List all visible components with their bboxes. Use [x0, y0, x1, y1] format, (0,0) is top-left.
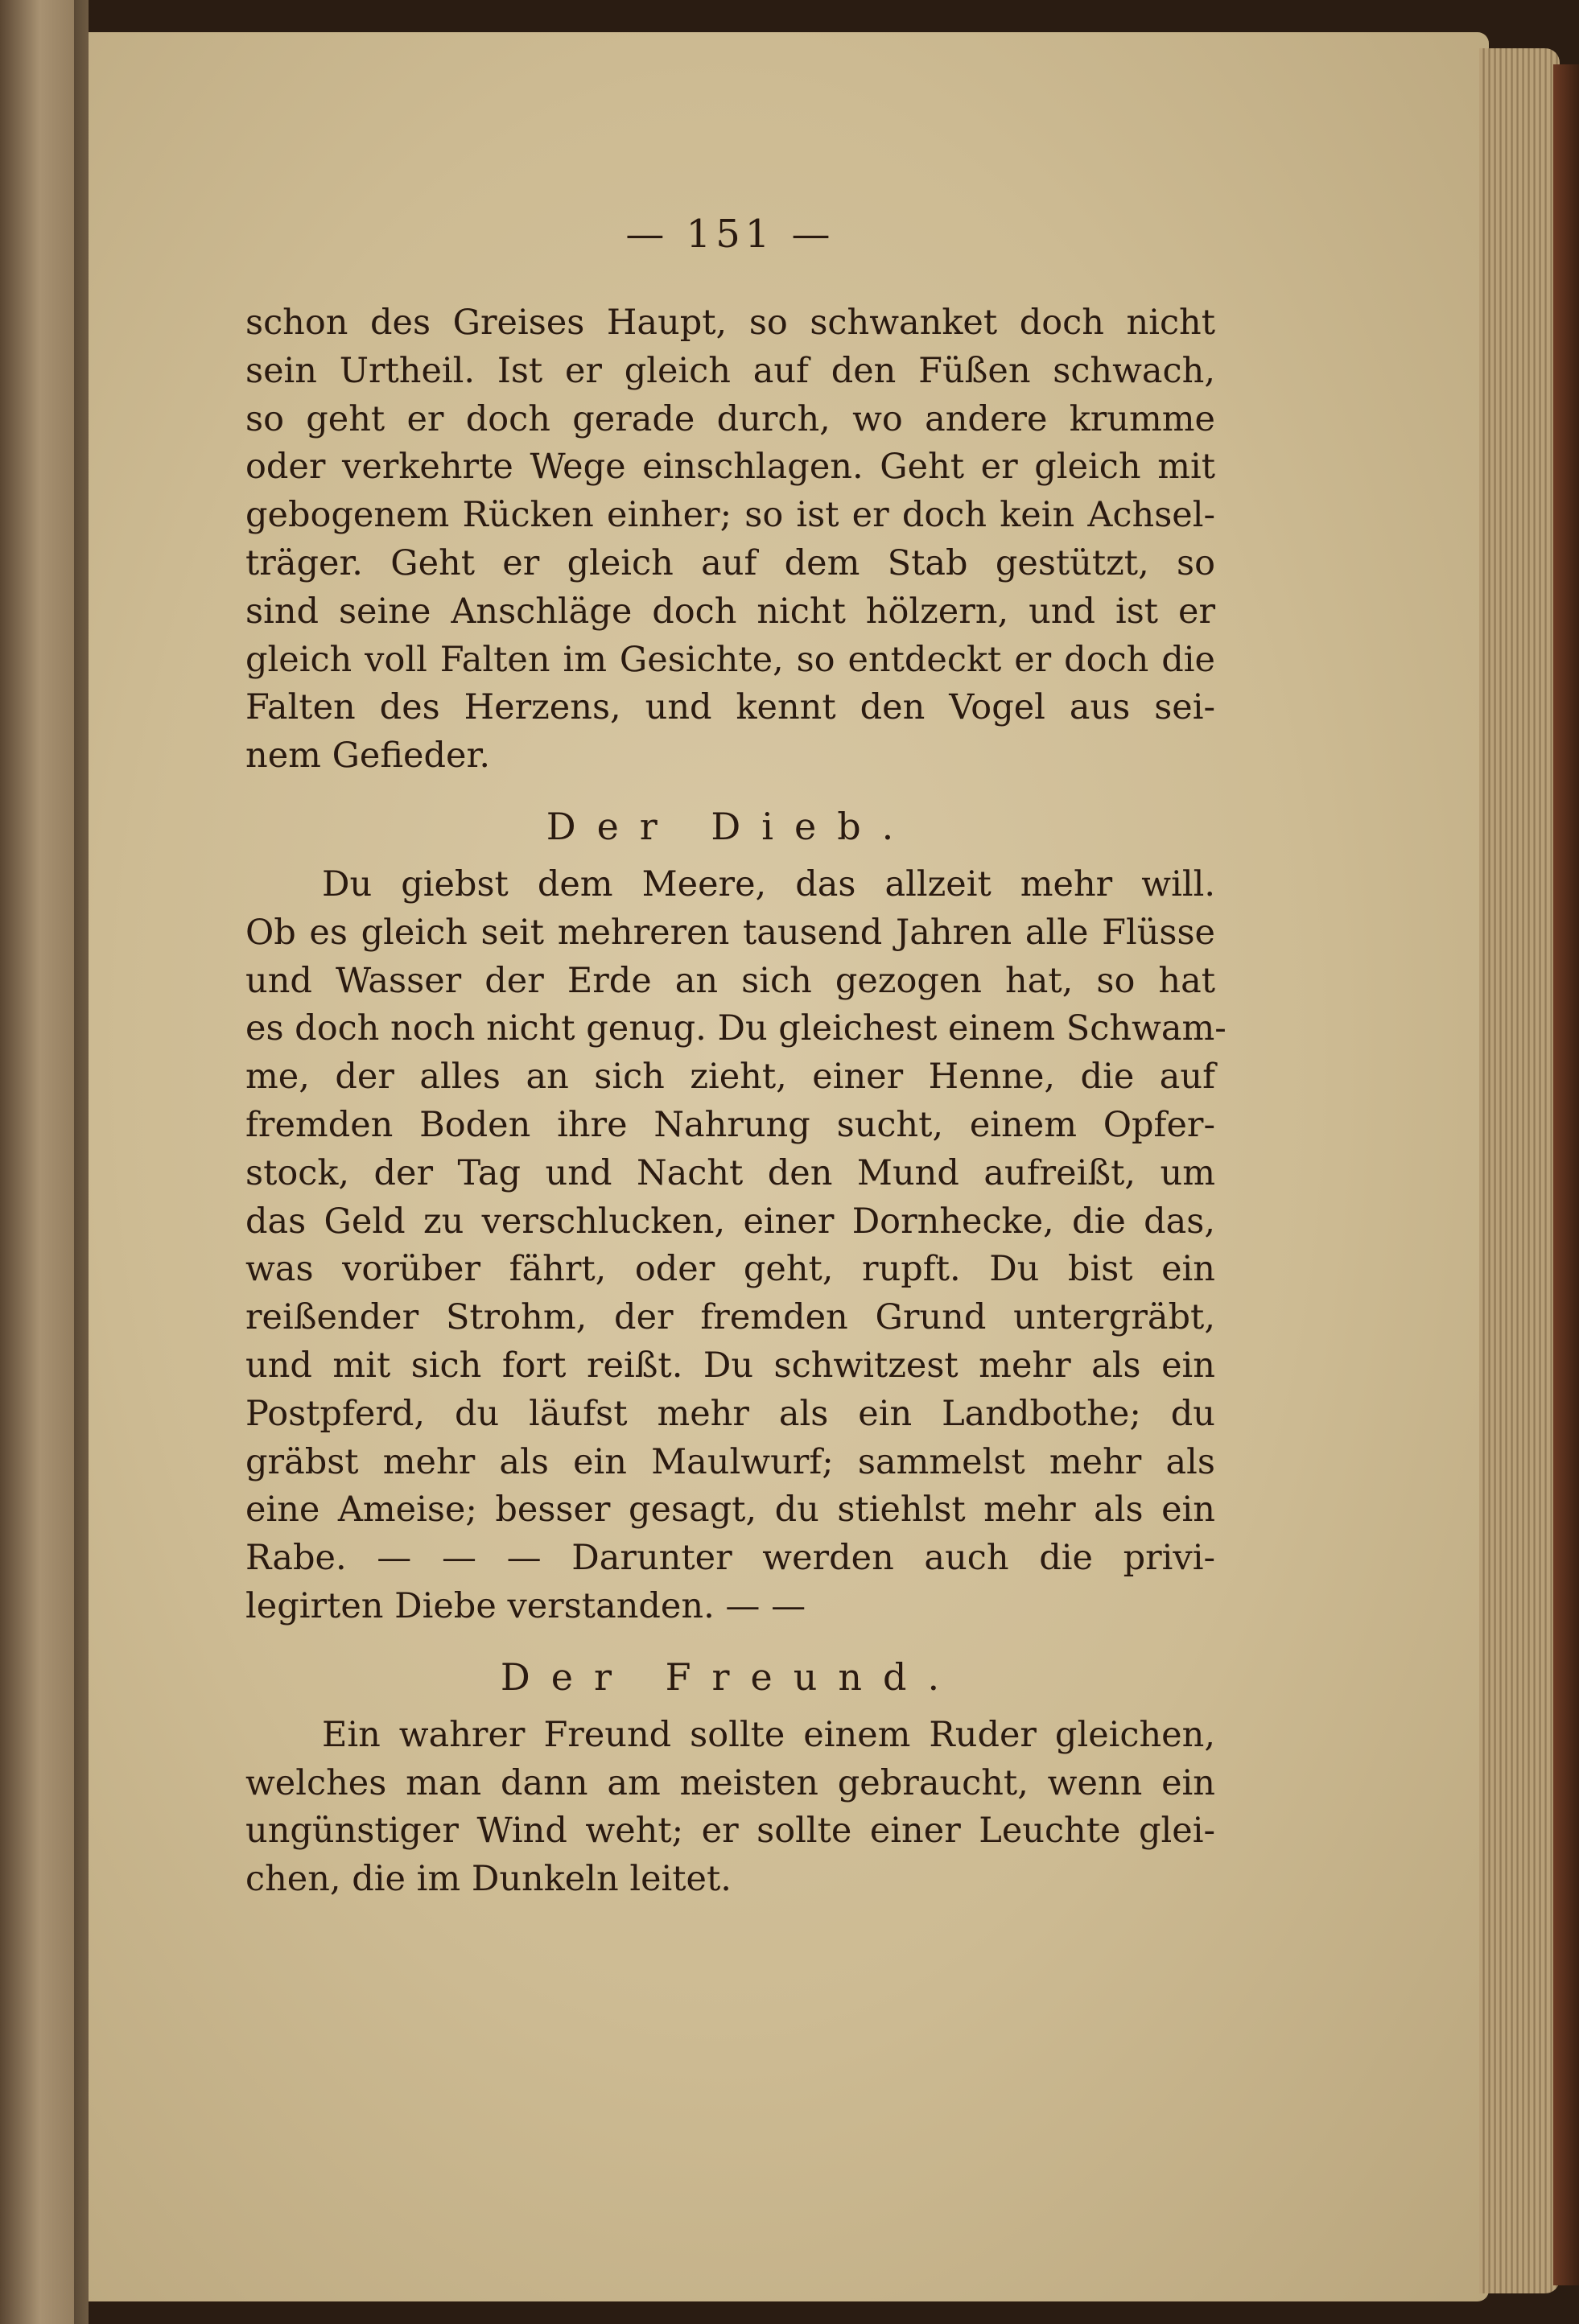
text-line: ungünstiger Wind weht; er sollte einer Leuchte glei-	[245, 1811, 1215, 1852]
paragraph-greis	[245, 299, 1215, 781]
paragraph-freund	[245, 1712, 1215, 1904]
text-line: gleich voll Falten im Gesichte, so entdeckt er doch die	[245, 639, 1215, 680]
text-line: sein Urtheil. Ist er gleich auf den Füßen schwach,	[245, 350, 1215, 391]
text-line: chen, die im Dunkeln leitet.	[245, 1859, 732, 1900]
text-line: Postpferd, du läufst mehr als ein Landbothe; du	[245, 1393, 1215, 1434]
text-line: sind seine Anschläge doch nicht hölzern, und ist er	[245, 591, 1215, 632]
book-cover-edge	[1553, 64, 1579, 2285]
text-line: Falten des Herzens, und kennt den Vogel aus sei-	[245, 687, 1215, 728]
text-line: Ein wahrer Freund sollte einem Ruder gleichen,	[322, 1714, 1215, 1755]
text-line: Ob es gleich seit mehreren tausend Jahren alle Flüsse	[245, 912, 1215, 953]
text-line: reißender Strohm, der fremden Grund untergräbt,	[245, 1297, 1215, 1338]
page-stack-edges	[1479, 48, 1560, 2293]
text-line: eine Ameise; besser gesagt, du stiehlst mehr als ein	[245, 1490, 1215, 1531]
text-line: das Geld zu verschlucken, einer Dornhecke, die das,	[245, 1201, 1215, 1242]
text-line: oder verkehrte Wege einschlagen. Geht er gleich mit	[245, 447, 1215, 488]
text-line: was vorüber fährt, oder geht, rupft. Du bist ein	[245, 1249, 1215, 1290]
text-line: und mit sich fort reißt. Du schwitzest mehr als ein	[245, 1345, 1215, 1386]
text-line: legirten Diebe verstanden. — —	[245, 1585, 806, 1626]
text-line: gebogenem Rücken einher; so ist er doch kein Achsel-	[245, 495, 1215, 536]
text-line: schon des Greises Haupt, so schwanket doch nicht	[245, 303, 1215, 343]
text-line: und Wasser der Erde an sich gezogen hat, so hat	[245, 960, 1215, 1001]
text-line: nem Gefieder.	[245, 736, 490, 777]
text-line: welches man dann am meisten gebraucht, wenn ein	[245, 1762, 1215, 1803]
text-line: gräbst mehr als ein Maulwurf; sammelst mehr als	[245, 1441, 1215, 1482]
page-content	[245, 211, 1227, 1904]
text-line: Du giebst dem Meere, das allzeit mehr will.	[322, 863, 1215, 904]
text-line: so geht er doch gerade durch, wo andere krumme	[245, 398, 1215, 439]
text-line: me, der alles an sich zieht, einer Henne, die auf	[245, 1057, 1215, 1098]
section-heading-freund: Der Freund.	[500, 1654, 961, 1699]
text-line: stock, der Tag und Nacht den Mund aufreißt, um	[245, 1152, 1215, 1193]
section-heading-dieb: Der Dieb.	[546, 804, 915, 848]
text-line: es doch noch nicht genug. Du gleichest einem Schwam-	[245, 1008, 1227, 1049]
paragraph-dieb	[245, 861, 1227, 1631]
page-number-header: — 151 —	[625, 212, 835, 257]
text-line: Rabe. — — — Darunter werden auch die privi-	[245, 1538, 1215, 1579]
text-line: fremden Boden ihre Nahrung sucht, einem Opfer-	[245, 1104, 1215, 1145]
text-line: träger. Geht er gleich auf dem Stab gestützt, so	[245, 542, 1215, 583]
